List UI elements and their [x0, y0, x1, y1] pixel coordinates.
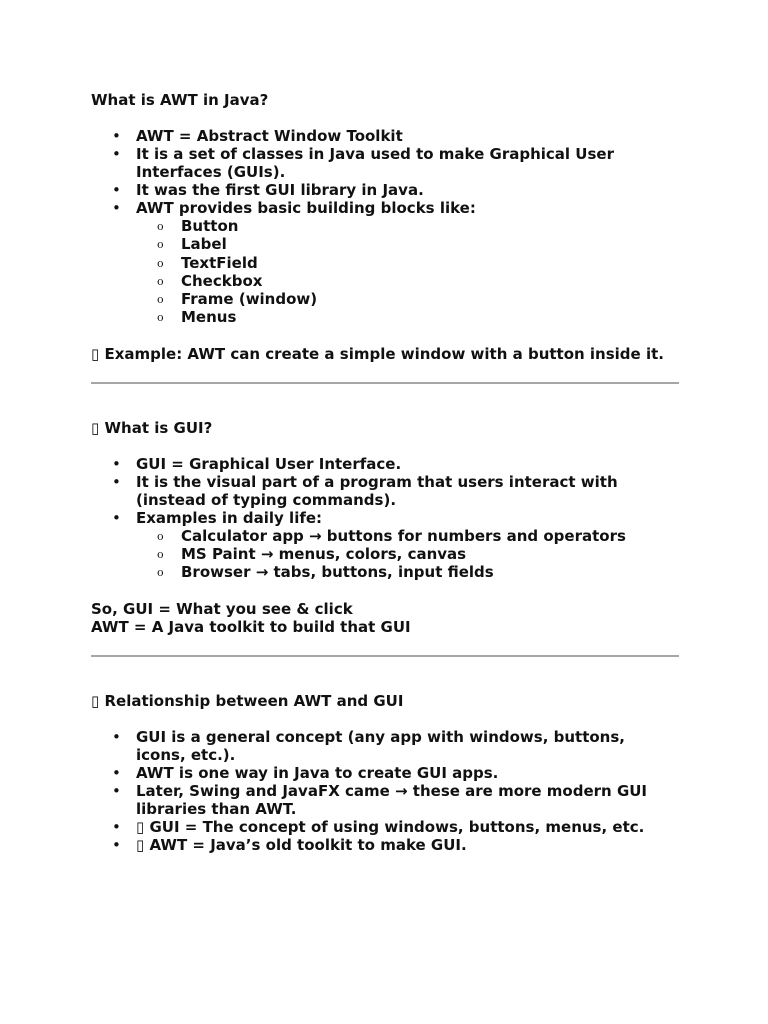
- document-page: [91, 91, 679, 854]
- bullet-icon: •: [112, 127, 121, 145]
- sub-list-item: o Browser → tabs, buttons, input fields: [157, 563, 494, 582]
- list-item: • GUI = Graphical User Interface.: [112, 454, 402, 473]
- list-item: • It was the first GUI library in Java.: [112, 181, 424, 199]
- list-item: • AWT provides basic building blocks like: o Button o Label o TextField o Checkbox o Frame (window) o Menus: [91, 199, 679, 327]
- sub-list-item: o TextField: [157, 253, 258, 272]
- list-item: • It is the visual part of a program that users interact with (instead of typing commands).: [112, 472, 618, 509]
- bullet-icon: •: [112, 472, 121, 491]
- list-item: • AWT is one way in Java to create GUI apps.: [112, 763, 499, 782]
- bullet-icon: •: [112, 817, 121, 836]
- sub-list-item: o Menus: [157, 308, 237, 327]
- bullet-icon: •: [112, 763, 121, 782]
- list-item: • Examples in daily life: o Calculator app → buttons for numbers and operators o MS Paint → menus, colors, canvas o Browser → tabs, buttons, input fields: [91, 509, 679, 582]
- section2-heading: ▯ What is GUI?: [91, 418, 213, 437]
- bullet-icon: •: [112, 835, 121, 854]
- circle-bullet-icon: o: [157, 220, 164, 233]
- section1-bullet-list: [91, 127, 679, 327]
- section2-bullet-list: [91, 455, 679, 582]
- bullet-icon: •: [112, 781, 121, 800]
- circle-bullet-icon: o: [157, 274, 164, 288]
- section2-summary-line-1: So, GUI = What you see & click: [91, 599, 353, 618]
- list-item: • AWT = Abstract Window Toolkit: [112, 127, 403, 145]
- list-item: • ▯ GUI = The concept of using windows, buttons, menus, etc.: [112, 817, 645, 836]
- bullet-icon: •: [112, 181, 121, 199]
- circle-bullet-icon: o: [157, 311, 164, 325]
- section3-bullet-list: [91, 728, 679, 854]
- bullet-icon: •: [112, 454, 121, 473]
- bullet-icon: •: [112, 508, 121, 527]
- list-item: • ▯ AWT = Java’s old toolkit to make GUI.: [112, 835, 467, 854]
- sub-list-item: o MS Paint → menus, colors, canvas: [157, 545, 467, 564]
- list-item: • It is a set of classes in Java used to make Graphical User Interfaces (GUIs).: [112, 145, 614, 181]
- sub-list-item: o Frame (window): [157, 290, 318, 309]
- circle-bullet-icon: o: [157, 529, 164, 543]
- sub-list-item: o Checkbox: [157, 271, 263, 290]
- circle-bullet-icon: o: [157, 566, 164, 580]
- bullet-icon: •: [112, 727, 121, 746]
- section1-example: ▯ Example: AWT can create a simple window with a button inside it.: [91, 344, 664, 363]
- section1-sub-list: [136, 217, 679, 327]
- bullet-icon: •: [112, 199, 121, 217]
- sub-list-item: o Calculator app → buttons for numbers and operators: [157, 526, 626, 545]
- section3-heading: ▯ Relationship between AWT and GUI: [91, 691, 404, 710]
- list-item: • Later, Swing and JavaFX came → these are more modern GUI libraries than AWT.: [112, 781, 648, 818]
- circle-bullet-icon: o: [157, 256, 164, 270]
- sub-list-item: o Label: [157, 235, 227, 254]
- circle-bullet-icon: o: [157, 548, 164, 562]
- list-item: • GUI is a general concept (any app with windows, buttons, icons, etc.).: [112, 727, 625, 764]
- section2-summary-line-2: AWT = A Java toolkit to build that GUI: [91, 617, 411, 636]
- section2-sub-list: [136, 527, 679, 582]
- circle-bullet-icon: o: [157, 238, 164, 252]
- section1-heading: What is AWT in Java?: [91, 91, 269, 109]
- sub-list-item: o Button: [157, 217, 239, 235]
- bullet-icon: •: [112, 145, 121, 163]
- circle-bullet-icon: o: [157, 293, 164, 307]
